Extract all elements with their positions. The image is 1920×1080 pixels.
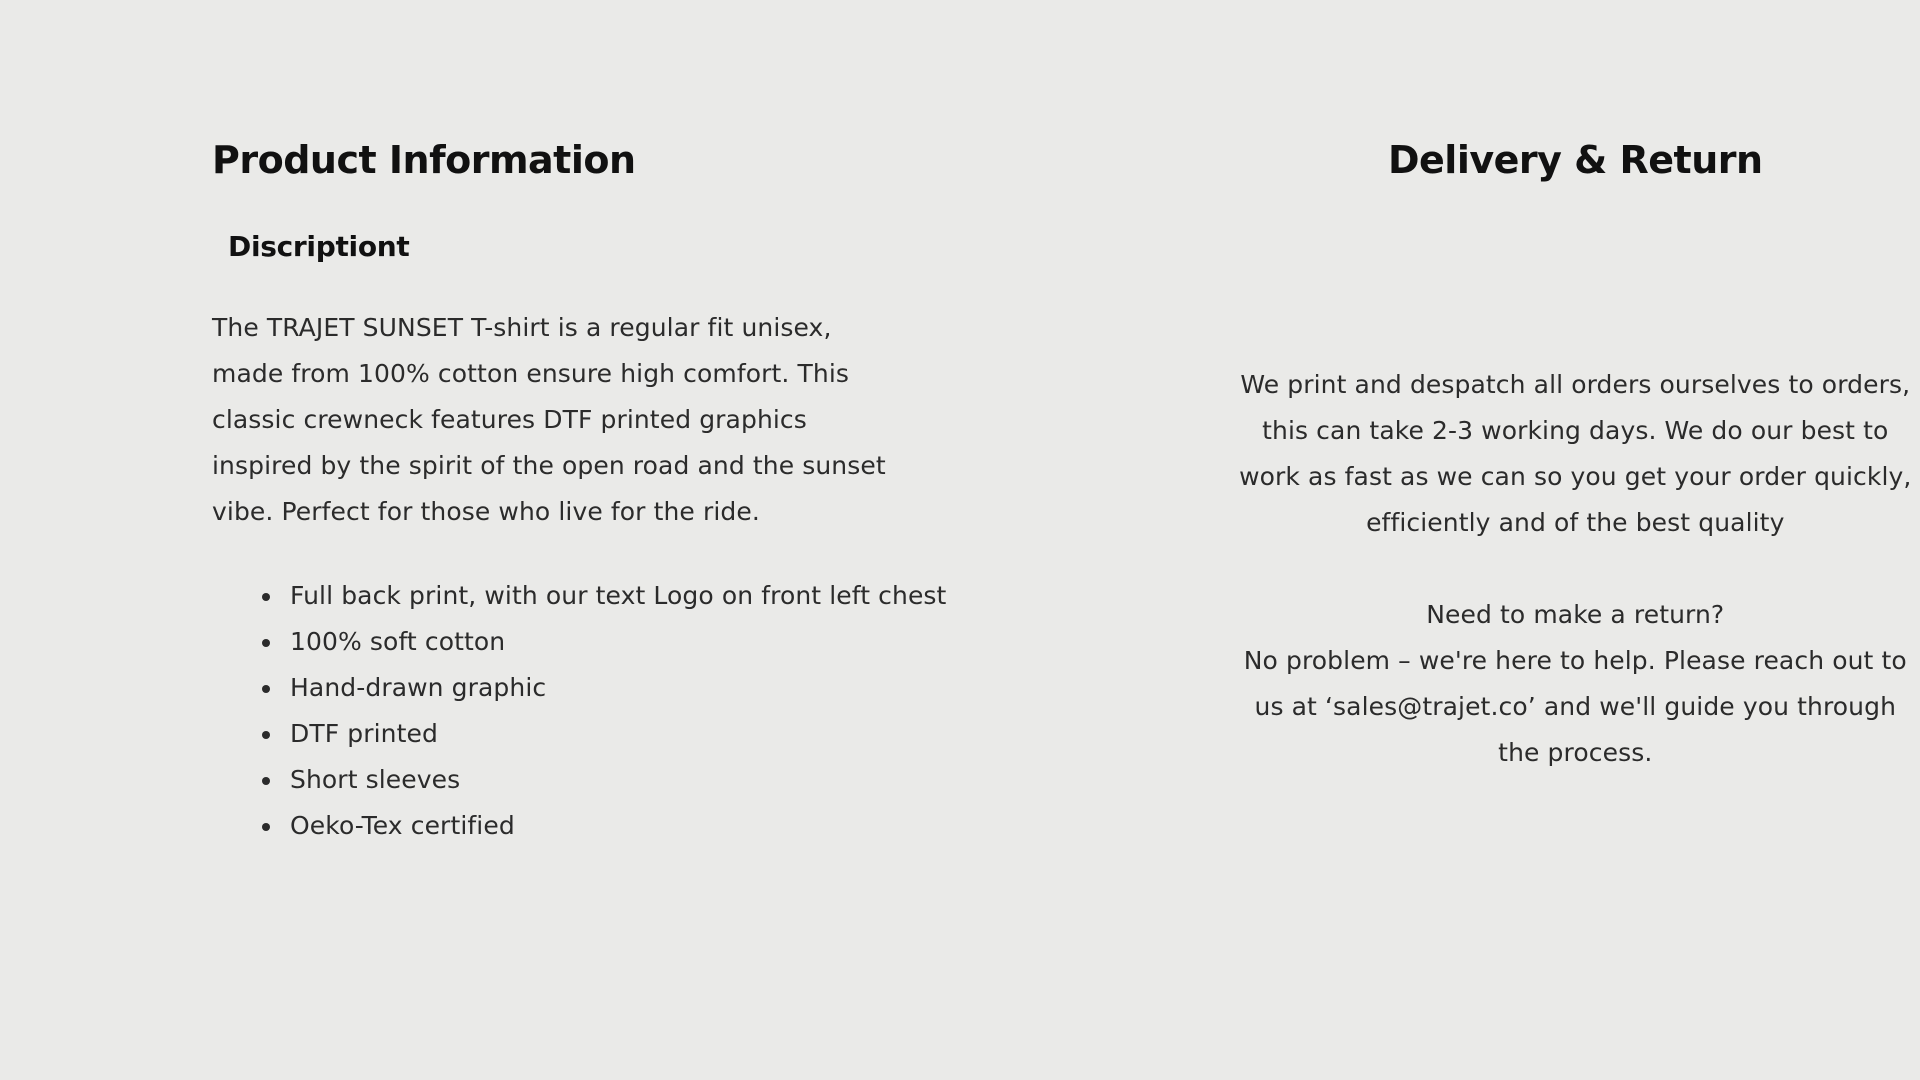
product-information-heading: Product Information <box>212 138 636 182</box>
list-item: • Hand-drawn graphic <box>284 665 961 711</box>
description-subheading: Discriptiont <box>228 229 410 263</box>
paragraph-spacer <box>1231 546 1920 592</box>
delivery-return-column <box>1231 140 1920 776</box>
delivery-return-heading: Delivery & Return <box>1387 138 1763 182</box>
return-question: Need to make a return? <box>1426 599 1725 629</box>
product-features-list <box>212 573 961 849</box>
product-description-text: The TRAJET SUNSET T-shirt is a regular fit unisex, made from 100% cotton ensure high comfort. This classic crewneck features DTF printed graphics inspired by the spirit of the open road and the sunset vibe. Perfect for those who live for the ride. <box>212 312 886 526</box>
return-instructions: No problem – we're here to help. Please reach out to us at ‘sales@trajet.co’ and we'll guide you through the process. <box>1243 645 1907 767</box>
list-item: • Oeko-Tex certified <box>284 803 961 849</box>
product-information-column <box>212 140 961 849</box>
delivery-paragraph: We print and despatch all orders ourselves to orders, this can take 2-3 working days. We do our best to work as fast as we can so you get your order quickly, efficiently and of the best quality <box>1239 369 1912 537</box>
list-item: • Short sleeves <box>284 757 961 803</box>
list-item: • 100% soft cotton <box>284 619 961 665</box>
list-item: • DTF printed <box>284 711 961 757</box>
list-item: • Full back print, with our text Logo on front left chest <box>284 573 961 619</box>
delivery-return-body <box>1231 362 1920 776</box>
